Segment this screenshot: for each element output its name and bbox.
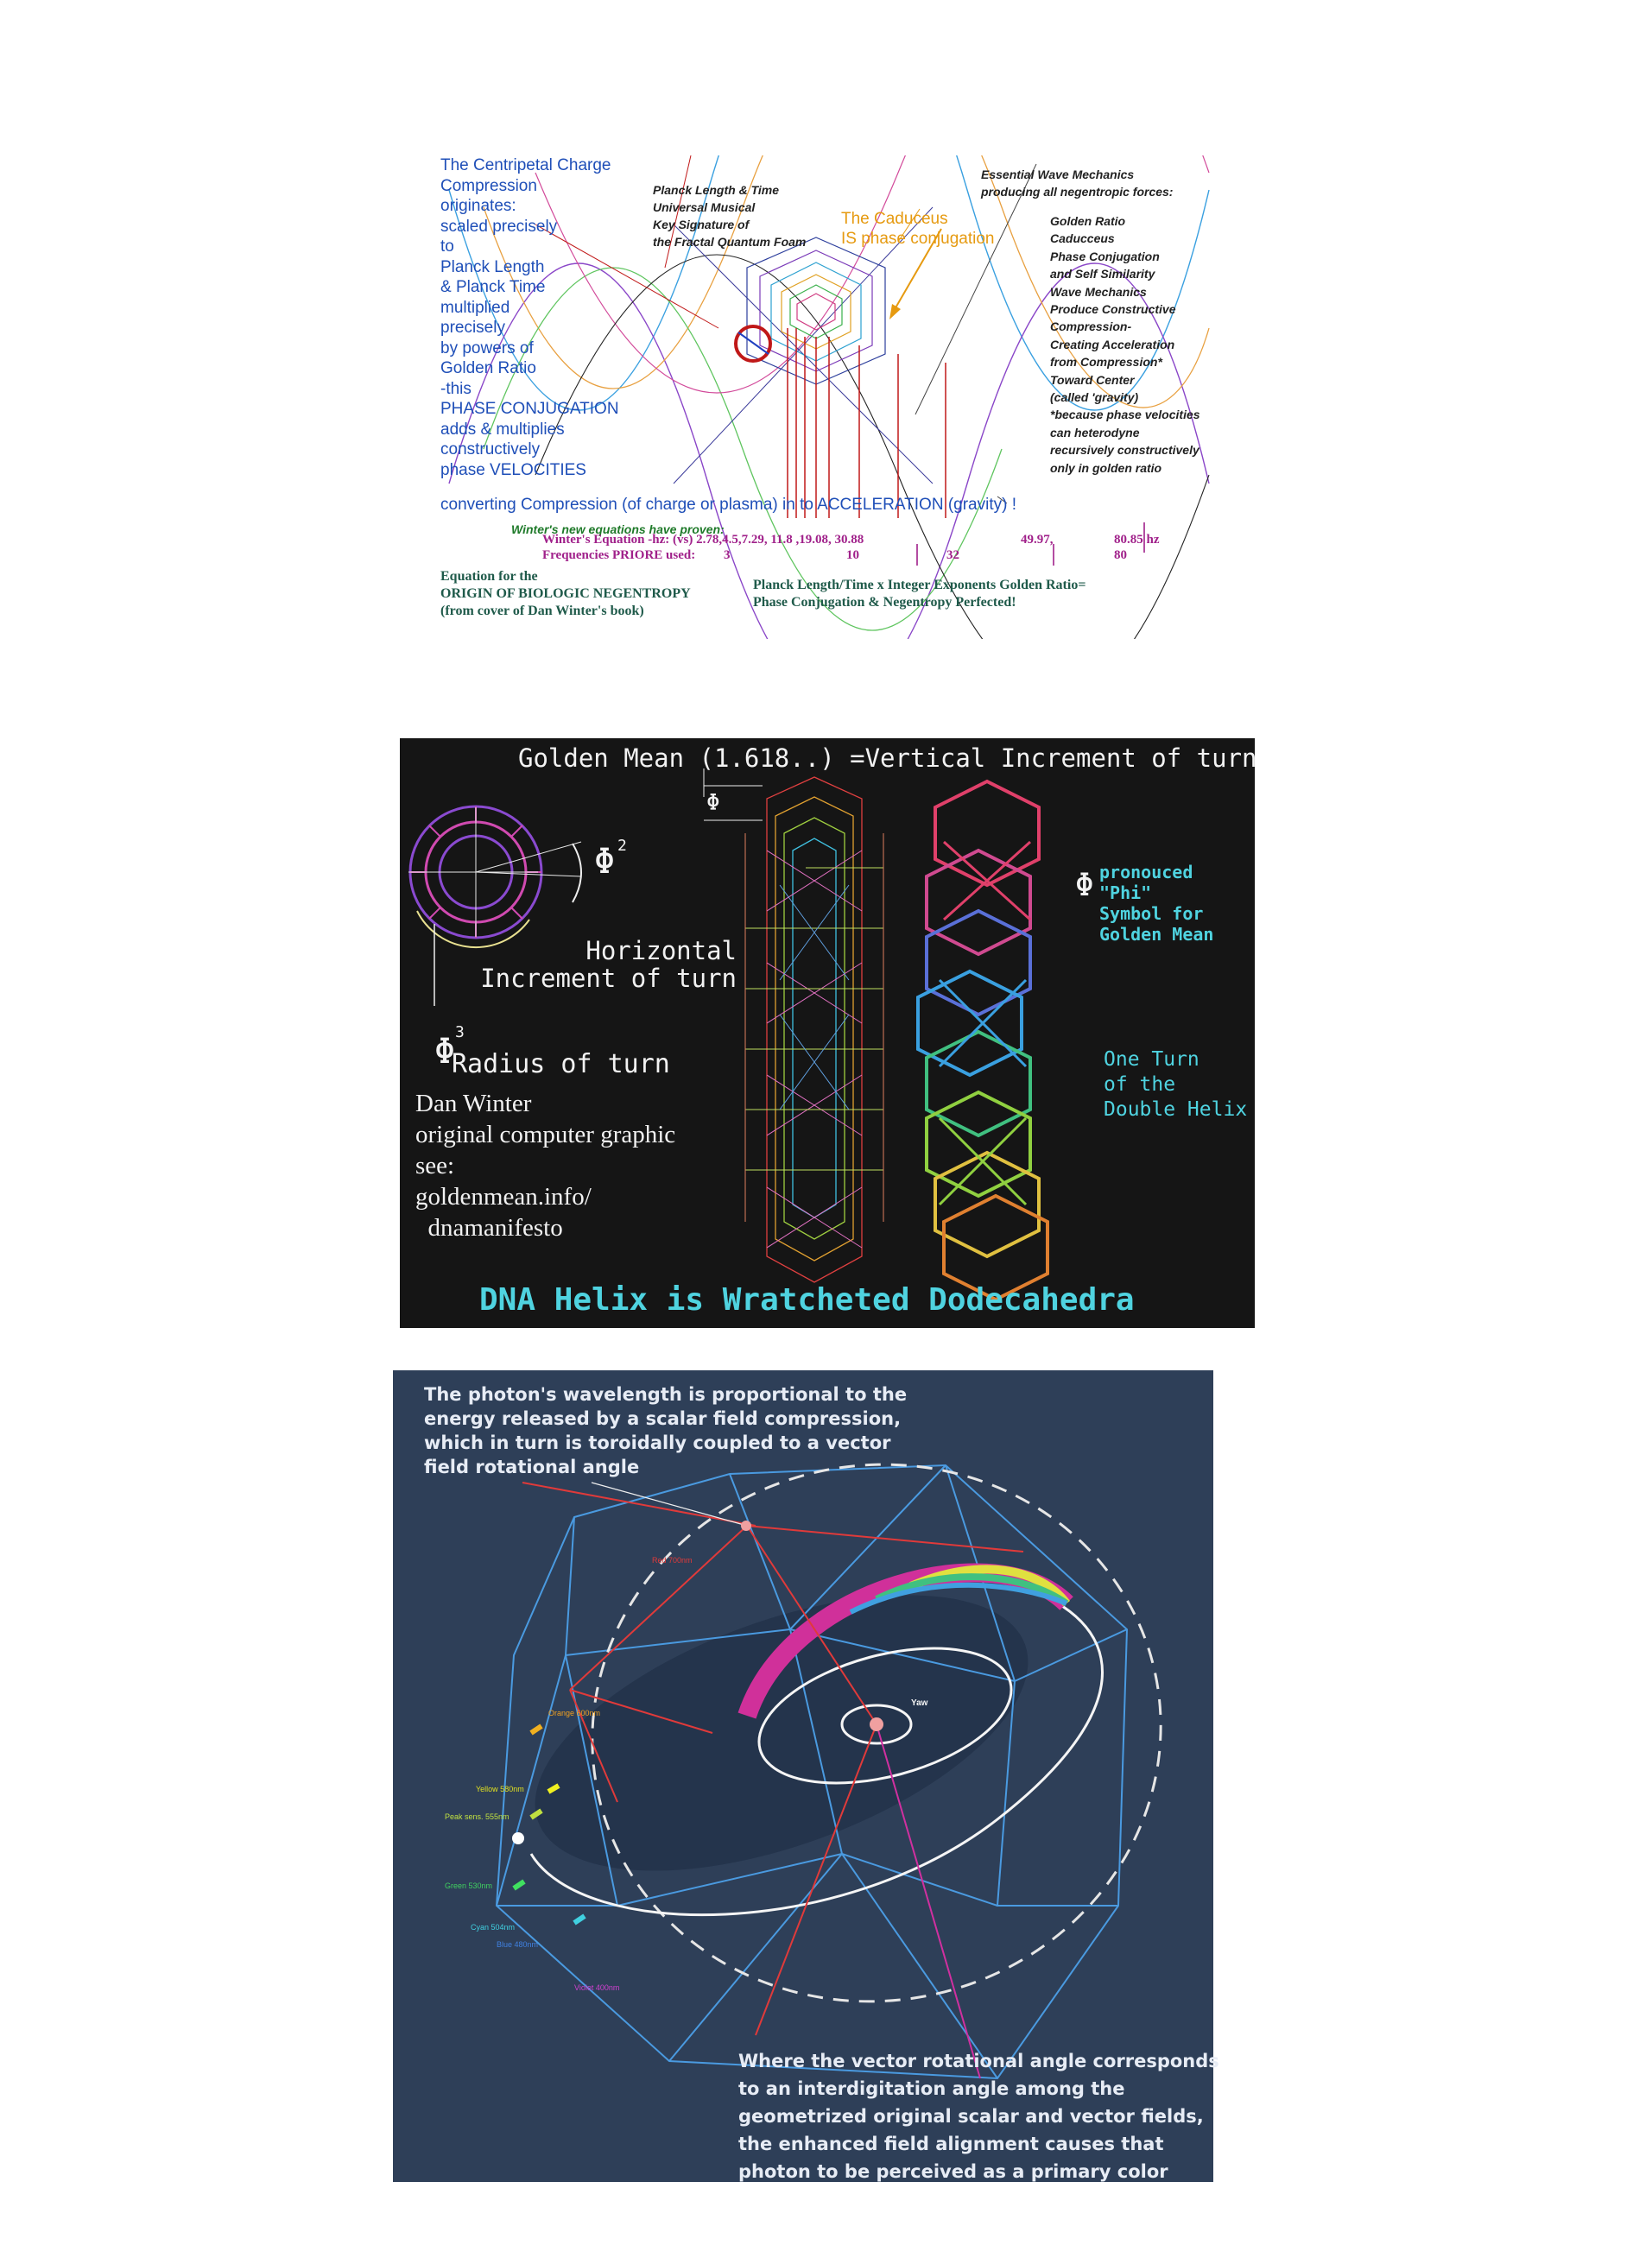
- text-line: Equation for the: [440, 569, 538, 584]
- text-line: Phase Conjugation: [1050, 249, 1160, 263]
- text-line: Symbol for: [1099, 903, 1204, 924]
- text-line: Where the vector rotational angle corresponds: [738, 2051, 1219, 2071]
- text-line: Golden Ratio: [440, 359, 536, 377]
- text-line: the enhanced field alignment causes that: [738, 2134, 1164, 2154]
- text-line: producing all negentropic forces:: [981, 185, 1174, 199]
- pronounced-phi-label: [1099, 862, 1213, 945]
- winters-equation: Winter's Equation -hz: (vs) 2.78,4.5,7.29, 11.8 ,19.08, 30.88: [542, 533, 864, 547]
- text-line: (called 'gravity): [1050, 390, 1139, 405]
- dna-helix-graphic: [400, 738, 1255, 1328]
- photon-wavelength-graphic: [393, 1370, 1219, 2182]
- text-line: pronouced: [1099, 862, 1193, 882]
- origin-negentropy-caption: [440, 568, 691, 620]
- photon-wavelength-text: [424, 1382, 907, 1479]
- text-line: Increment of turn: [480, 964, 737, 993]
- text-line: only in golden ratio: [1050, 460, 1162, 475]
- freq-3: 3: [724, 548, 731, 562]
- label-cyan: Cyan 504nm: [471, 1923, 516, 1932]
- text-line: photon to be perceived as a primary color: [738, 2161, 1168, 2182]
- text-line: The photon's wavelength is proportional to the: [424, 1384, 908, 1405]
- text-line: Produce Constructive: [1050, 302, 1176, 317]
- text-line: Horizontal: [585, 936, 737, 965]
- text-line: dnamanifesto: [415, 1214, 563, 1242]
- dna-helix-footer: DNA Helix is Wratcheted Dodecahedra: [479, 1282, 1135, 1318]
- text-line: of the: [1104, 1073, 1176, 1096]
- phi-cubed: Φ: [434, 1032, 456, 1072]
- text-line: the Fractal Quantum Foam: [653, 235, 807, 249]
- text-line: "Phi": [1099, 882, 1152, 903]
- wave-mechanics-list: [1050, 212, 1200, 477]
- text-line: energy released by a scalar field compression,: [424, 1408, 902, 1429]
- text-line: Caducceus: [1050, 231, 1115, 246]
- text-line: by powers of: [440, 338, 534, 357]
- panel2-title: Golden Mean (1.618..) =Vertical Increment of turn: [518, 743, 1257, 773]
- label-red: Red 700nm: [652, 1556, 693, 1565]
- text-line: Creating Acceleration: [1050, 337, 1175, 351]
- text-line: Toward Center: [1050, 372, 1135, 387]
- text-line: goldenmean.info/: [415, 1183, 592, 1211]
- label-peak: Peak sens. 555nm: [445, 1812, 510, 1821]
- label-green: Green 530nm: [445, 1881, 493, 1890]
- label-blue: Blue 480nm: [497, 1940, 539, 1949]
- text-line: Dan Winter: [415, 1090, 532, 1117]
- text-line: Planck Length: [440, 257, 545, 276]
- phi-cubed-exponent: 3: [455, 1023, 465, 1041]
- text-line: geometrized original scalar and vector fields,: [738, 2106, 1204, 2127]
- text-line: Universal Musical: [653, 200, 756, 214]
- text-line: which in turn is toroidally coupled to a vector: [424, 1432, 891, 1453]
- text-line: Golden Ratio: [1050, 214, 1126, 228]
- text-line: Compression: [440, 176, 537, 195]
- centripetal-text: [440, 155, 619, 480]
- text-line: *because phase velocities: [1050, 408, 1200, 422]
- caduceus-note: [841, 209, 994, 249]
- horizontal-increment-label: [478, 937, 737, 992]
- phi-symbol-right: Φ: [1075, 868, 1094, 903]
- text-line: Planck Length/Time x Integer Exponents Golden Ratio=: [753, 578, 1086, 592]
- text-line: from Compression*: [1050, 355, 1162, 370]
- text-line: Wave Mechanics: [1050, 284, 1147, 299]
- freq-80: 80: [1114, 548, 1127, 562]
- phase-conjugation-diagram: [432, 155, 1226, 639]
- vector-angle-text: [738, 2047, 1219, 2185]
- text-line: Planck Length & Time: [653, 183, 779, 197]
- text-line: (from cover of Dan Winter's book): [440, 604, 644, 618]
- text-line: constructively: [440, 440, 541, 458]
- text-line: can heterodyne: [1050, 425, 1140, 440]
- text-line: PHASE CONJUGATION: [440, 400, 619, 418]
- text-line: multiplied: [440, 298, 510, 317]
- text-line: to an interdigitation angle among the: [738, 2078, 1125, 2099]
- text-line: original computer graphic: [415, 1121, 676, 1148]
- text-line: Double Helix: [1104, 1098, 1248, 1121]
- text-line: adds & multiplies: [440, 420, 565, 439]
- text-line: see:: [415, 1152, 455, 1179]
- text-line: The Centripetal Charge: [440, 156, 611, 174]
- text-line: Golden Mean: [1099, 924, 1214, 945]
- text-line: Compression-: [1050, 319, 1132, 334]
- wave-mechanics-title: [981, 166, 1173, 200]
- text-line: precisely: [440, 319, 505, 337]
- text-line: Essential Wave Mechanics: [981, 168, 1135, 181]
- text-line: phase VELOCITIES: [440, 460, 586, 479]
- freq-10: 10: [846, 548, 859, 562]
- text-line: originates:: [440, 197, 516, 215]
- text-line: One Turn: [1104, 1048, 1199, 1071]
- label-violet: Violet 400nm: [574, 1983, 620, 1992]
- text-line: to: [440, 237, 454, 256]
- one-turn-label: [1104, 1047, 1247, 1122]
- dan-winter-credit: [415, 1088, 675, 1243]
- text-line: Phase Conjugation & Negentropy Perfected!: [753, 595, 1016, 610]
- phi-squared: Φ: [594, 842, 616, 882]
- phi-vertical: Φ: [706, 790, 720, 816]
- text-line: & Planck Time: [440, 278, 546, 296]
- radius-of-turn-label: Radius of turn: [452, 1049, 670, 1079]
- text-line: ORIGIN OF BIOLOGIC NEGENTROPY: [440, 586, 691, 601]
- text-line: IS phase conjugation: [841, 230, 995, 248]
- text-line: -this: [440, 379, 472, 398]
- label-orange: Orange 600nm: [548, 1709, 601, 1717]
- equation-value-4997: 49.97,: [1021, 533, 1054, 547]
- text-line: The Caduceus: [841, 210, 948, 228]
- text-line: Key Signature of: [653, 218, 750, 231]
- text-line: field rotational angle: [424, 1457, 640, 1477]
- label-yellow: Yellow 580nm: [476, 1785, 524, 1793]
- planck-exponents-caption: [753, 577, 1086, 611]
- text-line: and Self Similarity: [1050, 267, 1155, 281]
- phi-squared-exponent: 2: [617, 837, 627, 855]
- freq-32: 32: [946, 548, 959, 562]
- equation-value-8085: 80.85 hz: [1114, 533, 1160, 547]
- label-yaw: Yaw: [911, 1698, 928, 1708]
- planck-note: [653, 181, 806, 250]
- acceleration-line: converting Compression (of charge or plasma) in to ACCELERATION (gravity) !: [440, 496, 1016, 514]
- text-line: scaled precisely: [440, 217, 558, 236]
- winters-new-note: Winter's new equations have proven:: [511, 522, 725, 536]
- frequencies-label: Frequencies PRIORE used:: [542, 548, 696, 562]
- text-line: recursively constructively: [1050, 443, 1199, 458]
